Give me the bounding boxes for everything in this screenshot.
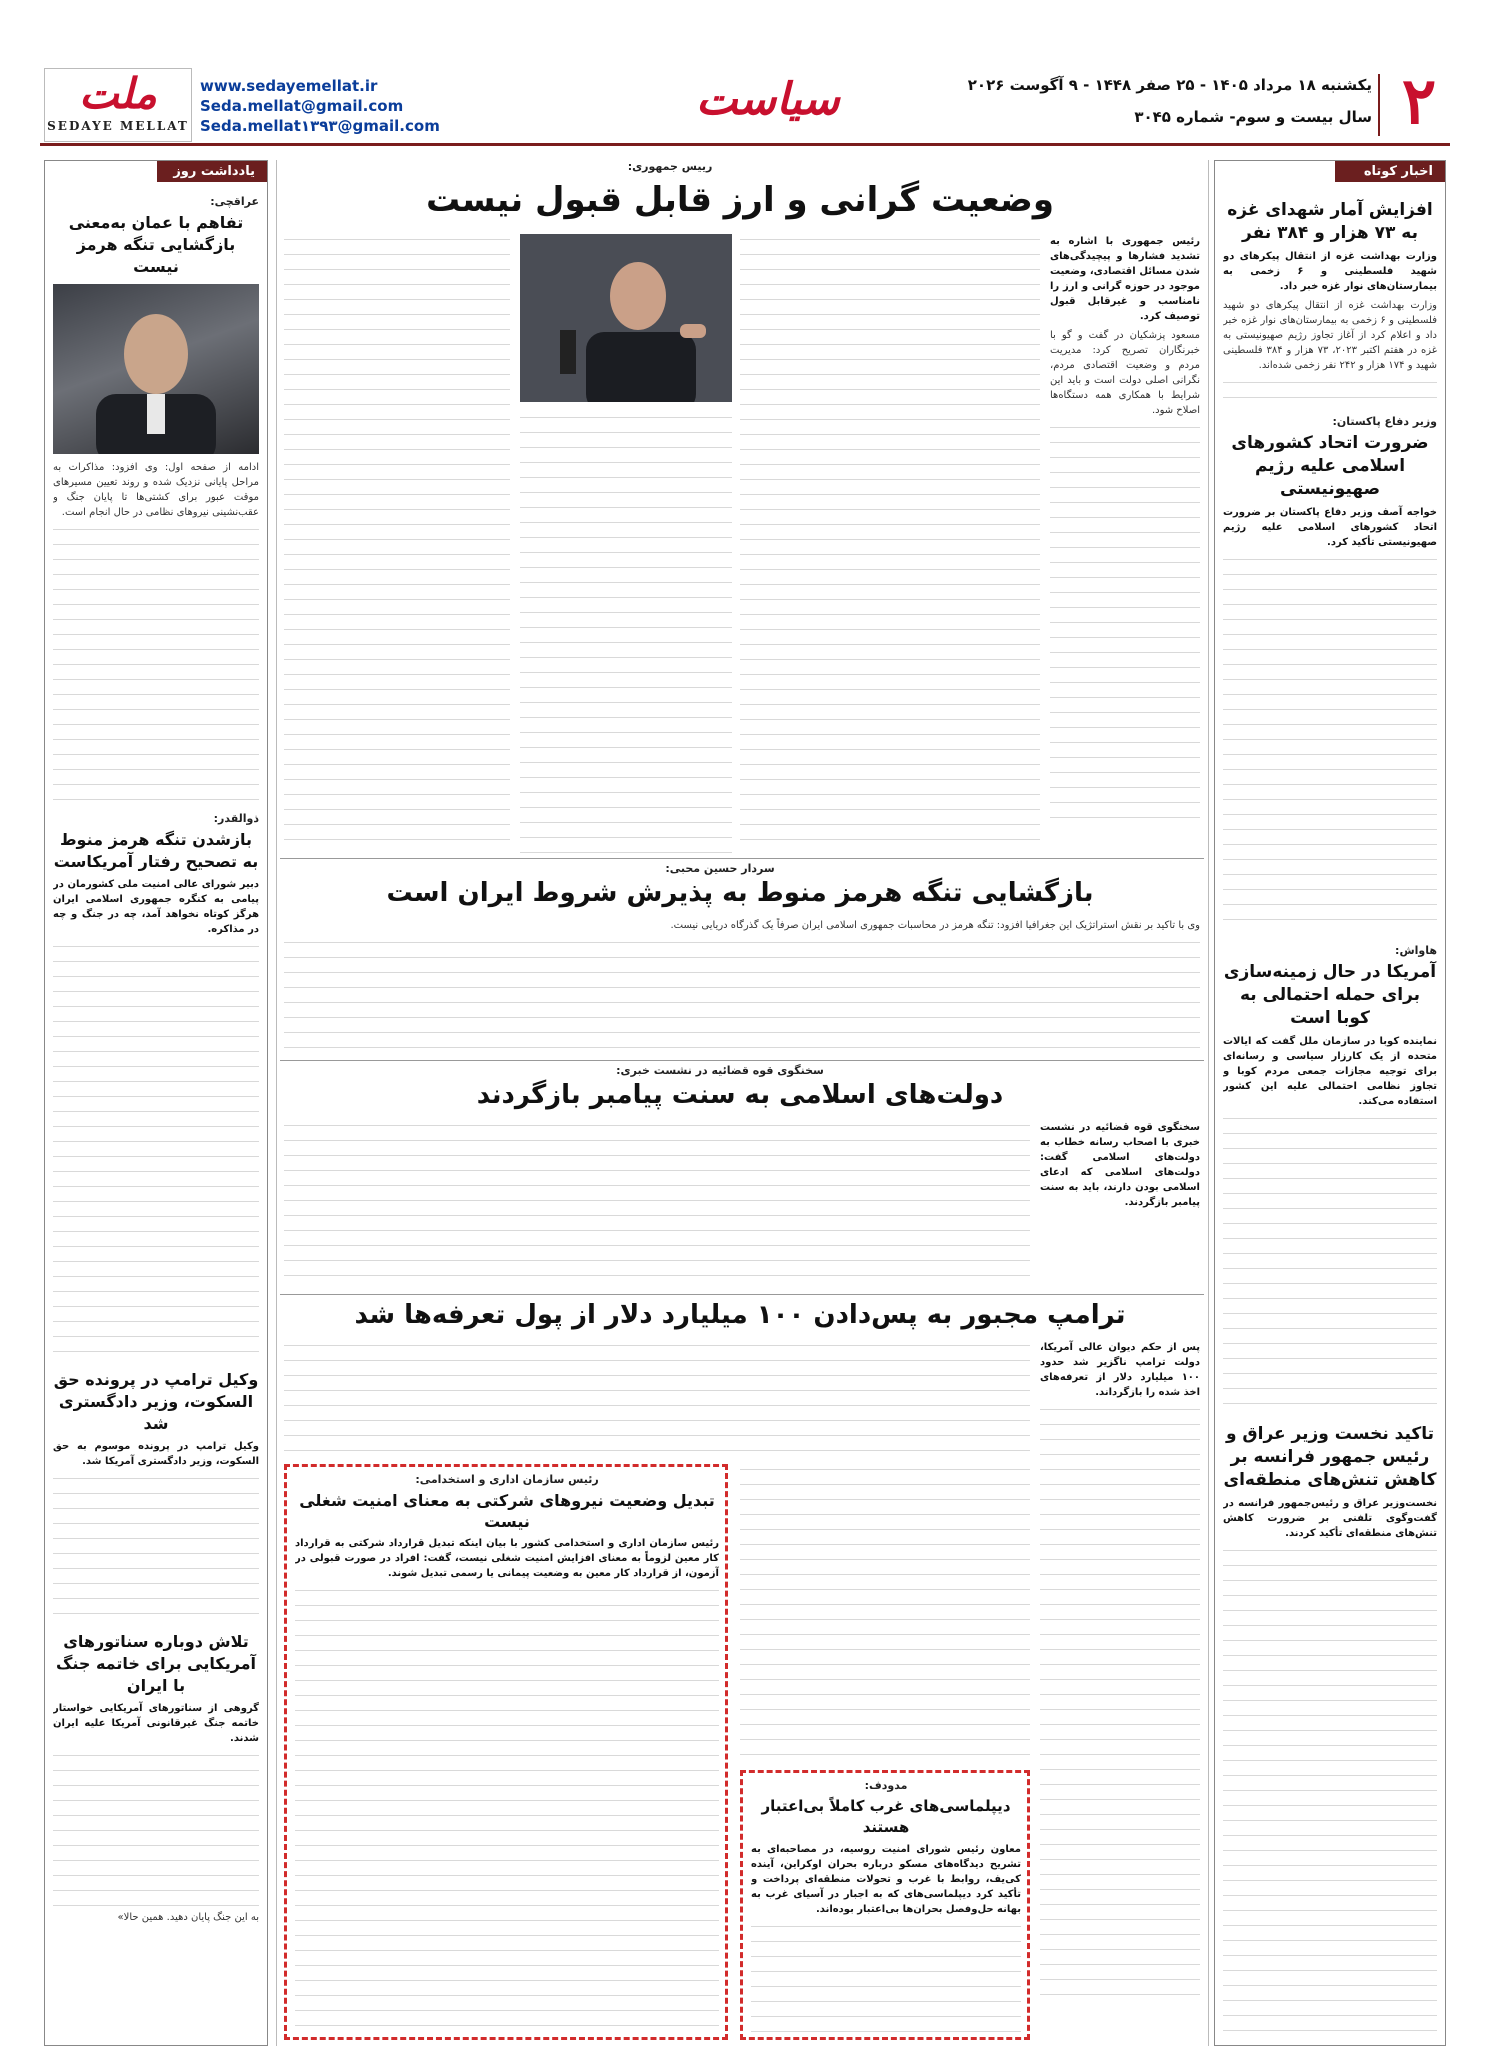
text-filler [53, 524, 259, 804]
text-filler [53, 941, 259, 1361]
box-1-frame [284, 1464, 728, 2040]
text-filler [1223, 1545, 1437, 2035]
short-news-3-headline: آمریکا در حال زمینه‌سازی برای حمله احتمالی به کوبا است [1223, 962, 1437, 1028]
story-2-body: وی با تاکید بر نقش استراتژیک این جغرافیا افزود: تنگه هرمز در محاسبات جمهوری اسلامی ایران صرفاً یک گذرگاه دریایی نیست. [670, 920, 1200, 931]
pezeshkian-photo [520, 234, 732, 402]
note-1-headline: تفاهم با عمان به‌معنی بازگشایی تنگه هرمز نیست [68, 213, 244, 276]
logo-text-fa: ملت [79, 69, 157, 118]
text-filler [284, 937, 1200, 1056]
note-3-lead: وکیل ترامپ در پرونده موسوم به حق السکوت، وزیر دادگستری آمریکا شد. [53, 1441, 259, 1467]
contact-info [200, 76, 440, 136]
story-2-kicker: سردار حسین محبی: [665, 862, 775, 875]
short-news-2-kicker: وزیر دفاع پاکستان: [1332, 415, 1437, 428]
email-link-2[interactable]: Seda.mellat۱۳۹۳@gmail.com [200, 117, 440, 135]
dateline: یکشنبه ۱۸ مرداد ۱۴۰۵ - ۲۵ صفر ۱۴۴۸ - ۹ آگوست ۲۰۲۶ [967, 76, 1372, 94]
story-3-lead: سخنگوی قوه قضائیه در نشست خبری با اصحاب رسانه خطاب به دولت‌های اسلامی گفت: دولت‌های اسلامی که ادعای اسلامی بودن دارند، باید به سنت پیامبر بازگردند. [1040, 1122, 1200, 1208]
box-1-kicker: رئیس سازمان اداری و استخدامی: [415, 1473, 599, 1486]
main-story-col-2 [740, 234, 1040, 854]
portrait-figure [520, 234, 732, 402]
story-4-col-2 [740, 1464, 1030, 1764]
email-link-1[interactable]: Seda.mellat@gmail.com [200, 97, 404, 115]
main-story-lead-column [1050, 234, 1200, 854]
short-news-4-headline: تاکید نخست وزیر عراق و رئیس جمهور فرانسه بر کاهش تنش‌های منطقه‌ای [1223, 1424, 1437, 1490]
box-1-content [295, 1473, 719, 2033]
note-footer-text: به این جنگ پایان دهید. همین حالا» [117, 1912, 259, 1923]
text-filler [284, 1340, 1030, 1460]
newspaper-logo [44, 68, 192, 142]
note-2-kicker: ذوالقدر: [213, 812, 259, 825]
note-1-body: ادامه از صفحه اول: وی افزود: مذاکرات به مراحل پایانی نزدیک شده و روند تعیین مسیرهای موقت عبور برای کشتی‌ها تا پایان جنگ و عقب‌نشینی نیروهای نظامی در حال انجام است. [53, 462, 259, 518]
box-2-headline: دیپلماسی‌های غرب کاملاً بی‌اعتبار هستند [761, 1797, 1011, 1836]
box-1-headline: تبدیل وضعیت نیروهای شرکتی به معنای امنیت شغلی نیست [299, 1491, 715, 1531]
main-story-col-4 [284, 234, 510, 854]
text-filler [284, 1120, 1030, 1290]
story-3-kicker: سخنگوی قوه قضائیه در نشست خبری: [616, 1064, 824, 1077]
masthead [40, 66, 1450, 146]
text-filler [1223, 377, 1437, 405]
main-story-kicker: رییس جمهوری: [627, 160, 713, 173]
note-1-kicker: عراقچی: [210, 195, 259, 208]
box-1-lead: رئیس سازمان اداری و استخدامی کشور با بیان اینکه تبدیل قرارداد شرکتی به قرارداد کار معین لزوماً به معنای افزایش امنیت شغلی نیست، گفت: افراد در صورت قبولی در آزمون، از قرارداد کار معین به وضعیت پیمانی یا رسمی تبدیل شوند. [295, 1538, 719, 1579]
story-2-body-area [284, 918, 1200, 1056]
note-2-headline: بازشدن تنگه هرمز منوط به تصحیح رفتار آمریکاست [53, 830, 259, 871]
text-filler [284, 234, 510, 854]
column-divider [1208, 160, 1209, 2046]
short-news-tag: اخبار کوتاه [1335, 161, 1445, 182]
note-4-headline: تلاش دوباره سناتورهای آمریکایی برای خاتمه جنگ با ایران [55, 1632, 257, 1695]
short-news-3-lead: نماینده کوبا در سازمان ملل گفت که ایالات متحده از یک کارزار سیاسی و رسانه‌ای برای توجیه مجازات جمعی مردم کوبا و تجاوز نظامی احتمالی علیه این کشور استفاده می‌کند. [1223, 1036, 1437, 1107]
note-3-headline: وکیل ترامپ در پرونده حق السکوت، وزیر دادگستری شد [53, 1370, 259, 1433]
text-filler [1223, 1113, 1437, 1413]
website-link[interactable]: www.sedayemellat.ir [200, 77, 378, 95]
story-3-body-area [284, 1120, 1030, 1290]
note-4-lead: گروهی از سناتورهای آمریکایی خواستار خاتمه جنگ غیرقانونی آمریکا علیه ایران شدند. [53, 1703, 259, 1744]
story-4-lead: پس از حکم دیوان عالی آمریکا، دولت ترامپ ناگزیر شد حدود ۱۰۰ میلیارد دلار از تعرفه‌های اخذ شده را بازگرداند. [1040, 1342, 1200, 1398]
section-divider [280, 858, 1204, 859]
story-4-lead-column [1040, 1340, 1200, 2040]
main-story-headline: وضعیت گرانی و ارز قابل قبول نیست [425, 180, 1055, 220]
logo-text-en: SEDAYE MELLAT [47, 119, 189, 133]
portrait-figure [53, 284, 259, 454]
text-filler [295, 1585, 719, 2033]
short-news-column [1214, 160, 1446, 2046]
text-filler [53, 1473, 259, 1623]
text-filler [53, 1750, 259, 1910]
story-3-headline: دولت‌های اسلامی به سنت پیامبر بازگردند [476, 1080, 1004, 1110]
story-4-body-area [284, 1340, 1030, 1460]
box-2-kicker: مدودف: [864, 1779, 908, 1792]
text-filler [1050, 422, 1200, 822]
section-divider [280, 1060, 1204, 1061]
araghchi-photo [53, 284, 259, 454]
text-filler [740, 1464, 1030, 1764]
box-2-lead: معاون رئیس شورای امنیت روسیه، در مصاحبه‌ای به تشریح دیدگاه‌های مسکو درباره بحران اوکراین، آینده کی‌یف، روابط با غرب و تحولات منطقه‌ای پرداخت و تأکید کرد دیپلماسی‌های که به اجبار در آسیای غرب به بهانه حل‌وفصل بحران‌ها بی‌اعتبار بوده‌اند. [751, 1844, 1021, 1915]
column-divider [276, 160, 277, 2046]
note-column [44, 160, 268, 2046]
box-2-frame [740, 1770, 1030, 2040]
short-news-content [1223, 195, 1437, 2035]
section-title: سیاست [696, 74, 840, 125]
text-filler [1040, 1404, 1200, 2004]
short-news-1-body: وزارت بهداشت غزه از انتقال پیکرهای دو شهید فلسطینی و ۶ زخمی به بیمارستان‌های نوار غزه خبر داد و اعلام کرد از آغاز تجاوز رژیم صهیونیستی به غزه در هفتم اکتبر ۲۰۲۳، ۷۳ هزار و ۳۸۴ فلسطینی شهید و ۱۷۴ هزار و ۲۴۲ نفر زخمی شده‌اند. [1223, 300, 1437, 371]
text-filler [740, 234, 1040, 854]
story-4-headline: ترامپ مجبور به پس‌دادن ۱۰۰ میلیارد دلار از پول تعرفه‌ها شد [354, 1300, 1126, 1330]
short-news-3-kicker: هاواش: [1395, 944, 1437, 957]
main-story-lead: رئیس جمهوری با اشاره به تشدید فشارها و پیچیدگی‌های شدن مسائل اقتصادی، وضعیت موجود در حوزه گرانی و ارز را نامناسب و غیرقابل قبول توصیف کرد. [1050, 236, 1200, 322]
main-story-col-3 [520, 412, 732, 854]
note-2-lead: دبیر شورای عالی امنیت ملی کشورمان در پیامی به کنگره جمهوری اسلامی ایران هرگز کوتاه نخواهد آمد، چه در جنگ و چه در مذاکره. [53, 879, 259, 935]
story-2-headline: بازگشایی تنگه هرمز منوط به پذیرش شروط ایران است [386, 878, 1094, 908]
page-number: ۲ [1401, 64, 1437, 139]
issue-number: سال بیست و سوم- شماره ۳۰۴۵ [1134, 108, 1372, 126]
short-news-2-headline: ضرورت اتحاد کشورهای اسلامی علیه رژیم صهیونیستی [1231, 433, 1429, 499]
note-content [53, 195, 259, 2035]
short-news-4-lead: نخست‌وزیر عراق و رئیس‌جمهور فرانسه در گفت‌وگوی تلفنی بر ضرورت کاهش تنش‌های منطقه‌ای تأکید کردند. [1223, 1498, 1437, 1539]
short-news-1-lead: وزارت بهداشت غزه از انتقال پیکرهای دو شهید فلسطینی و ۶ زخمی به بیمارستان‌های نوار غزه خبر داد. [1223, 251, 1437, 292]
story-3-lead-column [1040, 1120, 1200, 1290]
section-divider [280, 1294, 1204, 1295]
short-news-1-headline: افزایش آمار شهدای غزه به ۷۳ هزار و ۳۸۴ نفر [1227, 200, 1433, 243]
note-tag: یادداشت روز [157, 161, 267, 182]
text-filler [751, 1921, 1021, 2033]
short-news-2-lead: خواجه آصف وزیر دفاع پاکستان بر ضرورت اتحاد کشورهای اسلامی علیه رژیم صهیونیستی تأکید کرد. [1223, 507, 1437, 548]
text-filler [1223, 554, 1437, 934]
text-filler [520, 412, 732, 854]
main-story-body: مسعود پزشکیان در گفت و گو با خبرنگاران تصریح کرد: مدیریت مردم و وضعیت اقتصادی مردم، نگرانی اصلی دولت است و باید این شرایط با همکاری همه دستگاه‌ها اصلاح شود. [1050, 330, 1200, 416]
box-2-content [751, 1779, 1021, 2033]
header-divider [1378, 74, 1380, 136]
